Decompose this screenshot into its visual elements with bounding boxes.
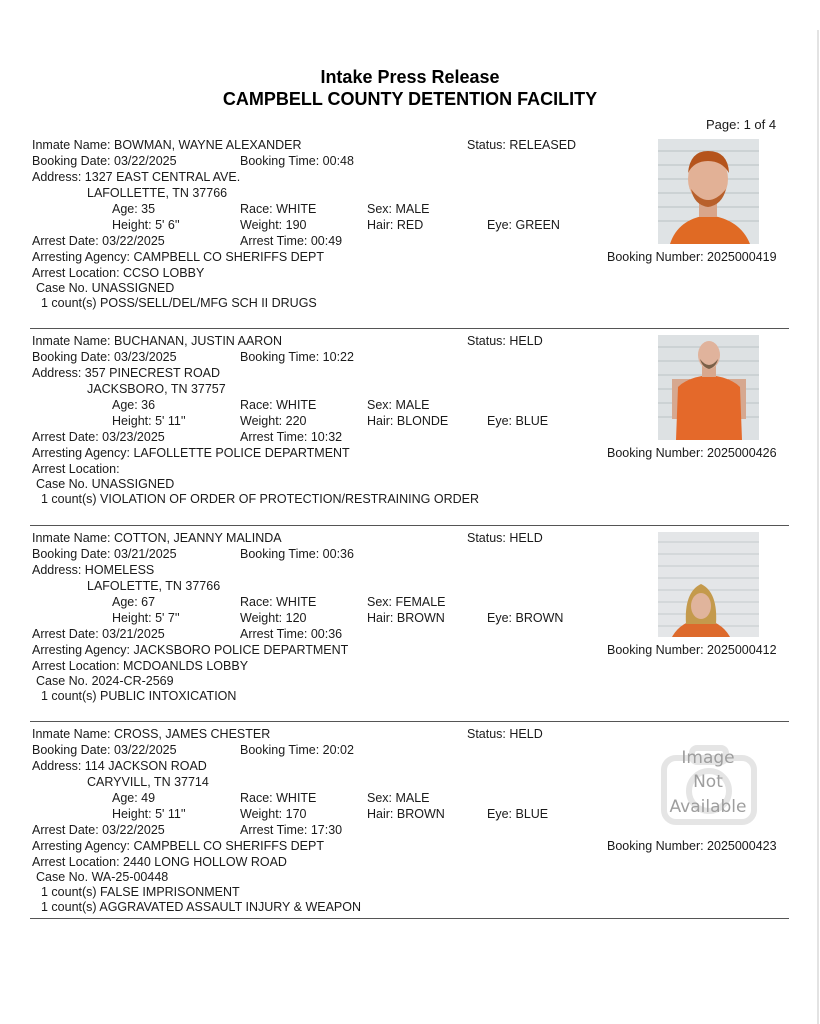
hair: Hair: RED <box>367 218 424 232</box>
age: Age: 36 <box>112 398 156 412</box>
inmate-status: Status: HELD <box>467 334 543 348</box>
weight: Weight: 120 <box>240 611 307 625</box>
age: Age: 49 <box>112 791 156 805</box>
mugshot-photo <box>658 335 759 440</box>
weight: Weight: 170 <box>240 807 307 821</box>
inmate-status: Status: RELEASED <box>467 138 577 152</box>
inmate-record <box>0 328 820 524</box>
hair: Hair: BLONDE <box>367 414 449 428</box>
case-number: Case No. UNASSIGNED <box>36 281 175 295</box>
booking-time: Booking Time: 10:22 <box>240 350 354 364</box>
charge: 1 count(s) PUBLIC INTOXICATION <box>41 689 237 703</box>
inmate-record <box>0 525 820 721</box>
sex: Sex: MALE <box>367 202 430 216</box>
age: Age: 35 <box>112 202 156 216</box>
inmate-status: Status: HELD <box>467 531 543 545</box>
arrest-time: Arrest Time: 00:49 <box>240 234 343 248</box>
address-line1: Address: 1327 EAST CENTRAL AVE. <box>32 170 241 184</box>
record-divider <box>30 918 789 919</box>
height: Height: 5' 11'' <box>112 414 186 428</box>
image-placeholder-line1: Image <box>681 748 735 768</box>
race: Race: WHITE <box>240 595 317 609</box>
arrest-location: Arrest Location: CCSO LOBBY <box>32 266 205 280</box>
address-line1: Address: HOMELESS <box>32 563 155 577</box>
arrest-location: Arrest Location: MCDOANLDS LOBBY <box>32 659 249 673</box>
weight: Weight: 190 <box>240 218 307 232</box>
address-line1: Address: 357 PINECREST ROAD <box>32 366 221 380</box>
inmate-name: Inmate Name: BOWMAN, WAYNE ALEXANDER <box>32 138 302 152</box>
charge: 1 count(s) FALSE IMPRISONMENT <box>41 885 240 899</box>
booking-time: Booking Time: 00:36 <box>240 547 354 561</box>
arresting-agency: Arresting Agency: LAFOLLETTE POLICE DEPARTMENT <box>32 446 350 460</box>
arrest-date: Arrest Date: 03/22/2025 <box>32 234 165 248</box>
page-number: Page: 1 of 4 <box>706 117 777 132</box>
charge: 1 count(s) AGGRAVATED ASSAULT INJURY & WEAPON <box>41 900 362 914</box>
age: Age: 67 <box>112 595 156 609</box>
case-number: Case No. WA-25-00448 <box>36 870 169 884</box>
arrest-time: Arrest Time: 00:36 <box>240 627 343 641</box>
inmate-name: Inmate Name: CROSS, JAMES CHESTER <box>32 727 271 741</box>
inmate-record <box>0 132 820 328</box>
booking-number: Booking Number: 2025000426 <box>607 446 777 460</box>
arrest-location: Arrest Location: <box>32 462 120 476</box>
booking-number: Booking Number: 2025000419 <box>607 250 777 264</box>
address-line2: JACKSBORO, TN 37757 <box>87 382 226 396</box>
arrest-location: Arrest Location: 2440 LONG HOLLOW ROAD <box>32 855 287 869</box>
booking-date: Booking Date: 03/21/2025 <box>32 547 177 561</box>
case-number: Case No. UNASSIGNED <box>36 477 175 491</box>
address-line1: Address: 114 JACKSON ROAD <box>32 759 207 773</box>
arrest-date: Arrest Date: 03/22/2025 <box>32 823 165 837</box>
hair: Hair: BROWN <box>367 807 445 821</box>
inmate-name: Inmate Name: COTTON, JEANNY MALINDA <box>32 531 282 545</box>
address-line2: LAFOLLETTE, TN 37766 <box>87 186 228 200</box>
arrest-time: Arrest Time: 10:32 <box>240 430 343 444</box>
inmate-record <box>0 721 820 917</box>
mugshot-photo <box>658 139 759 244</box>
arrest-date: Arrest Date: 03/23/2025 <box>32 430 165 444</box>
sex: Sex: FEMALE <box>367 595 446 609</box>
arrest-time: Arrest Time: 17:30 <box>240 823 343 837</box>
charge: 1 count(s) POSS/SELL/DEL/MFG SCH II DRUGS <box>41 296 317 310</box>
race: Race: WHITE <box>240 398 317 412</box>
height: Height: 5' 7'' <box>112 611 180 625</box>
eye: Eye: BROWN <box>487 611 564 625</box>
image-placeholder-line2: Not <box>693 772 723 792</box>
image-placeholder-line3: Available <box>669 797 747 817</box>
height: Height: 5' 6'' <box>112 218 180 232</box>
address-line2: LAFOLETTE, TN 37766 <box>87 579 221 593</box>
eye: Eye: BLUE <box>487 807 549 821</box>
eye: Eye: BLUE <box>487 414 549 428</box>
booking-date: Booking Date: 03/22/2025 <box>32 743 177 757</box>
height: Height: 5' 11'' <box>112 807 186 821</box>
sex: Sex: MALE <box>367 791 430 805</box>
arrest-date: Arrest Date: 03/21/2025 <box>32 627 165 641</box>
case-number: Case No. 2024-CR-2569 <box>36 674 174 688</box>
sex: Sex: MALE <box>367 398 430 412</box>
arresting-agency: Arresting Agency: CAMPBELL CO SHERIFFS DEPT <box>32 250 324 264</box>
booking-number: Booking Number: 2025000423 <box>607 839 777 853</box>
inmate-name: Inmate Name: BUCHANAN, JUSTIN AARON <box>32 334 283 348</box>
image-not-available-placeholder <box>658 728 759 833</box>
race: Race: WHITE <box>240 791 317 805</box>
arresting-agency: Arresting Agency: CAMPBELL CO SHERIFFS DEPT <box>32 839 324 853</box>
booking-time: Booking Time: 20:02 <box>240 743 354 757</box>
booking-date: Booking Date: 03/22/2025 <box>32 154 177 168</box>
page-title: Intake Press Release <box>320 67 500 87</box>
booking-time: Booking Time: 00:48 <box>240 154 354 168</box>
arresting-agency: Arresting Agency: JACKSBORO POLICE DEPARTMENT <box>32 643 349 657</box>
booking-date: Booking Date: 03/23/2025 <box>32 350 177 364</box>
address-line2: CARYVILL, TN 37714 <box>87 775 209 789</box>
race: Race: WHITE <box>240 202 317 216</box>
eye: Eye: GREEN <box>487 218 560 232</box>
charge: 1 count(s) VIOLATION OF ORDER OF PROTECTION/RESTRAINING ORDER <box>41 492 480 506</box>
mugshot-photo <box>658 532 759 637</box>
facility-name: CAMPBELL COUNTY DETENTION FACILITY <box>222 89 598 109</box>
inmate-status: Status: HELD <box>467 727 543 741</box>
weight: Weight: 220 <box>240 414 307 428</box>
hair: Hair: BROWN <box>367 611 445 625</box>
booking-number: Booking Number: 2025000412 <box>607 643 777 657</box>
